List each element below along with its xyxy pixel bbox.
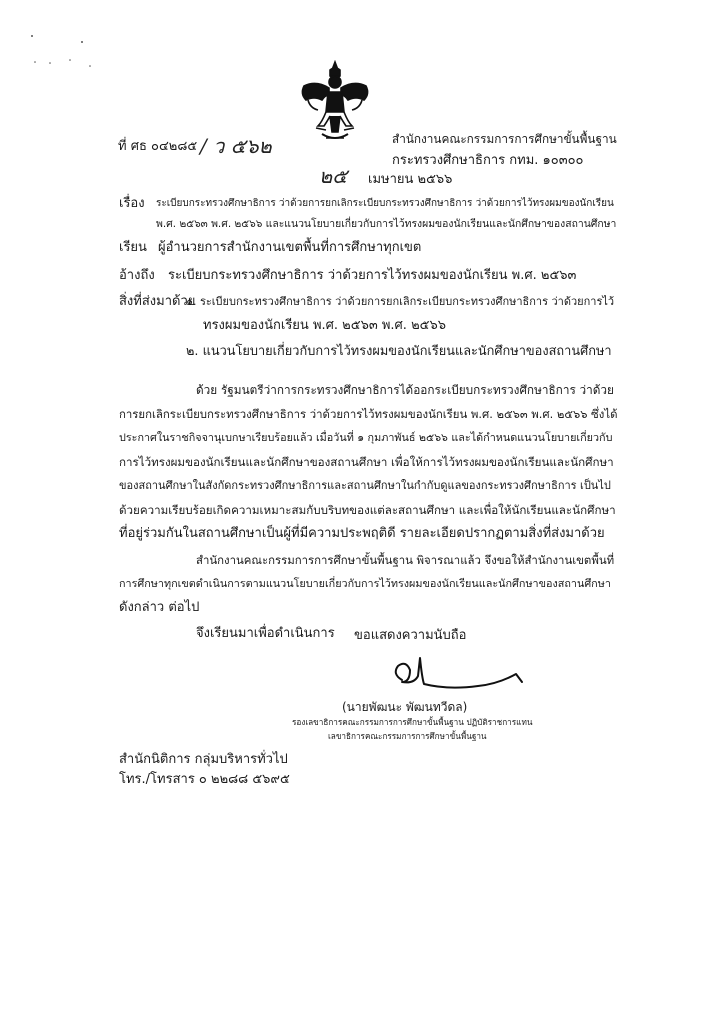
enclosure-1-line-2: ทรงผมของนักเรียน พ.ศ. ๒๕๖๓ พ.ศ. ๒๕๖๖ — [203, 318, 446, 333]
body-para1-line-3: ประกาศในราชกิจจานุเบกษาเรียบร้อยแล้ว เมื่อวันที่ ๑ กุมภาพันธ์ ๒๕๖๖ และได้กำหนดแนวนโยบายเกี่ยวกับ — [119, 431, 613, 444]
enclosure-2: ๒. แนวนโยบายเกี่ยวกับการไว้ทรงผมของนักเรียนและนักศึกษาของสถานศึกษา — [186, 344, 612, 359]
body-para1-line-4: การไว้ทรงผมของนักเรียนและนักศึกษาของสถานศึกษา เพื่อให้การไว้ทรงผมของนักเรียนและนักศึกษา — [119, 455, 614, 469]
footer-phone: โทร./โทรสาร ๐ ๒๒๘๘ ๕๖๙๕ — [119, 772, 290, 787]
body-para1-line-1: ด้วย รัฐมนตรีว่าการกระทรวงศึกษาธิการได้ออกระเบียบกระทรวงศึกษาธิการ ว่าด้วย — [196, 383, 614, 397]
subject-line-2: พ.ศ. ๒๕๖๓ พ.ศ. ๒๕๖๖ และแนวนโยบายเกี่ยวกับการไว้ทรงผมของนักเรียนและนักศึกษาของสถานศึกษา — [156, 218, 617, 230]
date-day-handwritten: ๒๕ — [319, 164, 348, 188]
document-date: เมษายน ๒๕๖๖ — [368, 172, 453, 187]
subject-label: เรื่อง — [119, 196, 145, 211]
signatory-title-line-1: รองเลขาธิการคณะกรรมการการศึกษาขั้นพื้นฐาน ปฏิบัติราชการแทน — [292, 717, 533, 727]
body-para2-line-3: ดังกล่าว ต่อไป — [119, 600, 200, 615]
body-para2-line-1: สำนักงานคณะกรรมการการศึกษาขั้นพื้นฐาน พิจารณาแล้ว จึงขอให้สำนักงานเขตพื้นที่ — [196, 553, 615, 567]
regards: ขอแสดงความนับถือ — [354, 628, 467, 643]
garuda-emblem-icon — [296, 60, 374, 144]
recipient: ผู้อำนวยการสำนักงานเขตพื้นที่การศึกษาทุกเขต — [158, 240, 422, 255]
reference: ระเบียบกระทรวงศึกษาธิการ ว่าด้วยการไว้ทรงผมของนักเรียน พ.ศ. ๒๕๖๓ — [168, 268, 577, 283]
office-address: กระทรวงศึกษาธิการ กทม. ๑๐๓๐๐ — [392, 153, 584, 168]
closing-request: จึงเรียนมาเพื่อดำเนินการ — [196, 626, 335, 641]
signatory-title-line-2: เลขาธิการคณะกรรมการการศึกษาขั้นพื้นฐาน — [328, 731, 487, 741]
document-number-handwritten: / ว ๕๖๒ — [200, 134, 272, 158]
enclosures-label: สิ่งที่ส่งมาด้วย — [119, 294, 196, 309]
signatory-name: (นายพัฒนะ พัฒนทวีดล) — [342, 700, 468, 714]
office-name: สำนักงานคณะกรรมการการศึกษาขั้นพื้นฐาน — [392, 132, 617, 146]
enclosure-1-line-1: ๑. ระเบียบกระทรวงศึกษาธิการ ว่าด้วยการยกเลิกระเบียบกระทรวงศึกษาธิการ ว่าด้วยการไว้ — [186, 295, 615, 308]
scan-marks — [20, 30, 110, 70]
footer-department: สำนักนิติการ กลุ่มบริหารทั่วไป — [119, 752, 288, 767]
body-para1-line-6: ด้วยความเรียบร้อยเกิดความเหมาะสมกับบริบทของแต่ละสถานศึกษา และเพื่อให้นักเรียนและนักศึกษา — [119, 503, 616, 517]
document-number: ที่ ศธ ๐๔๒๘๕ — [118, 139, 198, 154]
body-para2-line-2: การศึกษาทุกเขตดำเนินการตามแนวนโยบายเกี่ยวกับการไว้ทรงผมของนักเรียนและนักศึกษาของสถานศึกษา — [119, 577, 611, 590]
reference-label: อ้างถึง — [119, 268, 155, 283]
subject-line-1: ระเบียบกระทรวงศึกษาธิการ ว่าด้วยการยกเลิกระเบียบกระทรวงศึกษาธิการ ว่าด้วยการไว้ทรงผมของนักเรียน — [156, 198, 614, 209]
signature-image — [388, 652, 528, 694]
body-para1-line-5: ของสถานศึกษาในสังกัดกระทรวงศึกษาธิการและสถานศึกษาในกำกับดูแลของกระทรวงศึกษาธิการ เป็นไป — [119, 479, 611, 492]
body-para1-line-7: ที่อยู่ร่วมกันในสถานศึกษาเป็นผู้ที่มีความประพฤติดี รายละเอียดปรากฏตามสิ่งที่ส่งมาด้วย — [119, 526, 605, 541]
recipient-label: เรียน — [119, 240, 147, 255]
body-para1-line-2: การยกเลิกระเบียบกระทรวงศึกษาธิการ ว่าด้วยการไว้ทรงผมของนักเรียน พ.ศ. ๒๕๖๓ พ.ศ. ๒๕๖๖ ซึ่งได้ — [119, 407, 618, 421]
